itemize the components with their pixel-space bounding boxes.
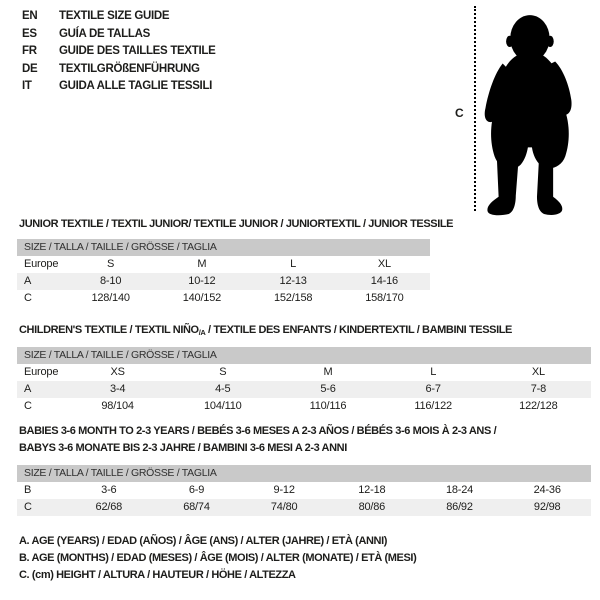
table-row bbox=[17, 398, 591, 415]
babies-title-line2: BABYS 3-6 MONATE BIS 2-3 JAHRE / BAMBINI 3-6 MESI A 2-3 ANNI bbox=[19, 442, 347, 454]
cell: 128/140 bbox=[91, 292, 130, 304]
cell: 110/116 bbox=[309, 400, 347, 412]
cell: 140/152 bbox=[182, 292, 222, 304]
language-code: DE bbox=[22, 62, 38, 75]
cell: 3-4 bbox=[109, 383, 126, 395]
children-size-table bbox=[17, 347, 591, 415]
cell: XL bbox=[377, 258, 391, 270]
cell: 68/74 bbox=[183, 501, 210, 513]
table-row bbox=[17, 290, 430, 307]
table-row bbox=[17, 273, 430, 290]
row-label: Europe bbox=[24, 258, 59, 270]
babies-size-table bbox=[17, 465, 591, 516]
cell: 86/92 bbox=[446, 501, 473, 513]
row-label: B bbox=[24, 484, 32, 496]
cell: 7-8 bbox=[530, 383, 546, 395]
row-label: A bbox=[24, 275, 32, 287]
junior-table-title: JUNIOR TEXTILE / TEXTIL JUNIOR/ TEXTILE JUNIOR / JUNIORTEXTIL / JUNIOR TESSILE bbox=[19, 218, 454, 230]
table-header: SIZE / TALLA / TAILLE / GRÖSSE / TAGLIA bbox=[17, 347, 591, 364]
children-table-title bbox=[19, 322, 512, 341]
table-row bbox=[17, 482, 591, 499]
legend-line-a: A. AGE (YEARS) / EDAD (AÑOS) / ÂGE (ANS) / ALTER (JAHRE) / ETÀ (ANNI) bbox=[19, 535, 387, 547]
cell: 3-6 bbox=[101, 484, 117, 496]
cell: 12-13 bbox=[279, 275, 307, 287]
children-title-text: / TEXTILE DES ENFANTS / KINDERTEXTIL / BAMBINI TESSILE bbox=[205, 324, 512, 336]
cell: 122/128 bbox=[519, 400, 558, 412]
row-label: C bbox=[24, 501, 32, 513]
table-row bbox=[17, 499, 591, 516]
language-code: EN bbox=[22, 10, 38, 22]
cell: 12-18 bbox=[358, 484, 386, 496]
table-header: SIZE / TALLA / TAILLE / GRÖSSE / TAGLIA bbox=[17, 465, 591, 482]
cell: 62/68 bbox=[95, 501, 123, 513]
cell: M bbox=[323, 366, 333, 378]
table-header: SIZE / TALLA / TAILLE / GRÖSSE / TAGLIA bbox=[17, 239, 430, 256]
cell: 92/98 bbox=[533, 501, 561, 513]
cell: 24-36 bbox=[533, 484, 561, 496]
language-label: TEXTILGRÖßENFÜHRUNG bbox=[59, 62, 200, 75]
babies-table-title bbox=[19, 423, 496, 457]
height-dotted-line bbox=[474, 6, 476, 211]
children-title-text: CHILDREN'S TEXTILE / TEXTIL NIÑO bbox=[19, 324, 199, 336]
language-label: GUIDA ALLE TAGLIE TESSILI bbox=[59, 80, 213, 93]
cell: XL bbox=[531, 366, 545, 378]
babies-title-line1: BABIES 3-6 MONTH TO 2-3 YEARS / BEBÉS 3-6 MESES A 2-3 AÑOS / BÉBÉS 3-6 MOIS À 2-3 ANS / bbox=[19, 425, 497, 437]
language-row-es bbox=[22, 26, 216, 44]
cell: 14-16 bbox=[370, 275, 398, 287]
row-label: Europe bbox=[24, 366, 59, 378]
baby-silhouette-icon bbox=[482, 5, 596, 217]
table-row bbox=[17, 381, 591, 398]
cell: S bbox=[219, 366, 227, 378]
language-row-de bbox=[22, 61, 216, 79]
cell: 6-7 bbox=[425, 383, 441, 395]
language-label: TEXTILE SIZE GUIDE bbox=[59, 10, 170, 22]
language-list bbox=[22, 8, 216, 96]
cell: 152/158 bbox=[273, 292, 313, 304]
cell: 4-5 bbox=[215, 383, 231, 395]
row-label: C bbox=[24, 292, 32, 304]
cell: 104/110 bbox=[204, 400, 242, 412]
legend bbox=[19, 533, 416, 585]
legend-line-c: C. (cm) HEIGHT / ALTURA / HAUTEUR / HÖHE / ALTEZZA bbox=[19, 569, 296, 582]
language-code: FR bbox=[22, 45, 37, 58]
cell: 6-9 bbox=[188, 484, 205, 496]
cell: 116/122 bbox=[414, 400, 452, 412]
cell: L bbox=[430, 366, 437, 378]
table-row bbox=[17, 364, 591, 381]
language-code: IT bbox=[22, 80, 32, 93]
cell: 18-24 bbox=[445, 484, 474, 496]
language-code: ES bbox=[22, 27, 37, 40]
cell: S bbox=[107, 258, 115, 270]
junior-size-table bbox=[17, 239, 430, 307]
language-row-en bbox=[22, 8, 216, 26]
language-label: GUÍA DE TALLAS bbox=[59, 27, 150, 40]
cell: 74/80 bbox=[270, 501, 298, 513]
cell: 98/104 bbox=[101, 400, 134, 412]
legend-line-b: B. AGE (MONTHS) / EDAD (MESES) / ÂGE (MOIS) / ALTER (MONATE) / ETÀ (MESI) bbox=[19, 552, 417, 565]
row-label: A bbox=[24, 383, 32, 395]
cell: 5-6 bbox=[320, 383, 336, 395]
cell: XS bbox=[110, 366, 125, 378]
cell: 80/86 bbox=[358, 501, 386, 513]
language-label: GUIDE DES TAILLES TEXTILE bbox=[59, 45, 216, 58]
height-label-c: C bbox=[455, 106, 464, 120]
table-row bbox=[17, 256, 430, 273]
children-title-subscript: /A bbox=[198, 328, 206, 337]
row-label: C bbox=[24, 400, 32, 412]
cell: L bbox=[290, 258, 297, 270]
cell: 158/170 bbox=[365, 292, 404, 304]
language-row-fr bbox=[22, 43, 216, 61]
cell: M bbox=[197, 258, 207, 270]
cell: 8-10 bbox=[100, 275, 122, 287]
language-row-it bbox=[22, 78, 216, 96]
cell: 10-12 bbox=[188, 275, 216, 287]
cell: 9-12 bbox=[273, 484, 295, 496]
